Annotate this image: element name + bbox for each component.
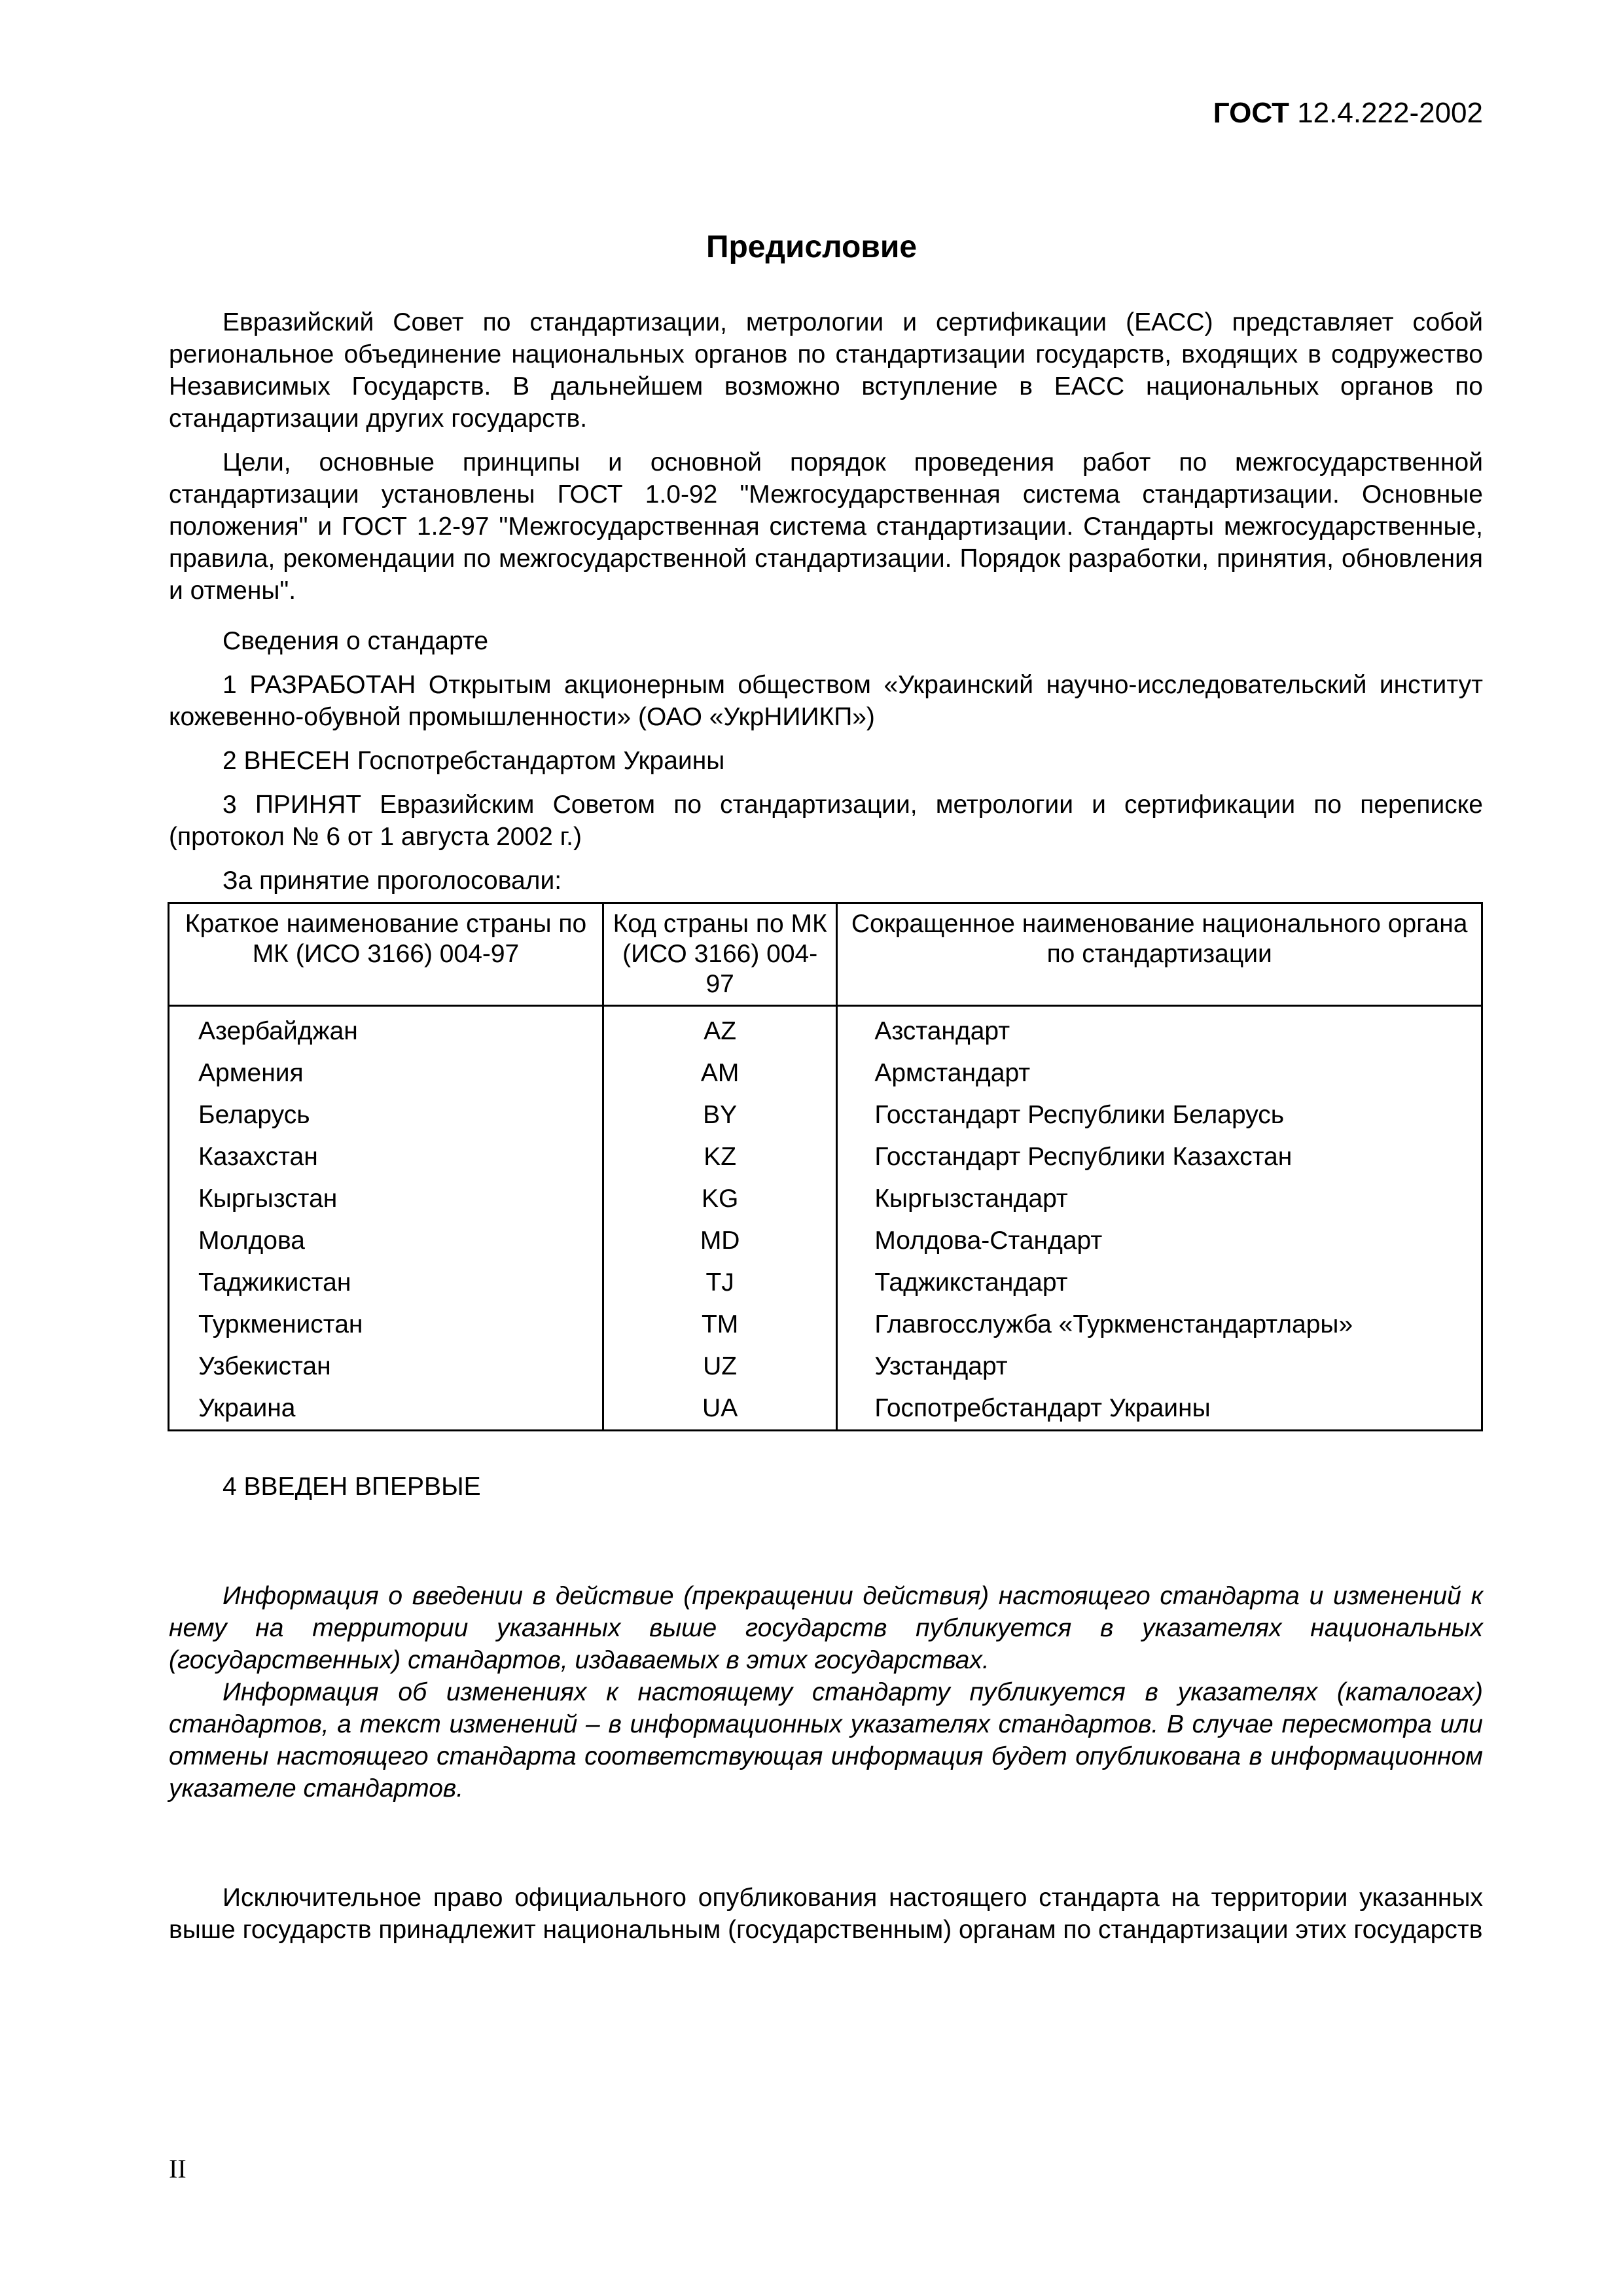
- info-changes: Информация об изменениях к настоящему стандарту публикуется в указателях (каталогах) стандартов, а текст изменений – в информационных указателях стандартов. В случае пересмотра или отмены настоящего стандарта соответствующая информация будет опубликована в информационном указателе стандартов.: [169, 1678, 1483, 1803]
- country-code: BY: [603, 1094, 836, 1136]
- standards-body: Молдова-Стандарт: [837, 1220, 1482, 1262]
- country-code: TM: [603, 1304, 836, 1346]
- country-name: Беларусь: [169, 1094, 603, 1136]
- country-name: Узбекистан: [169, 1346, 603, 1388]
- table-row: [169, 1094, 1482, 1136]
- standards-body: Узстандарт: [837, 1346, 1482, 1388]
- voting-table: [168, 902, 1483, 1431]
- paragraph-goals: Цели, основные принципы и основной порядок проведения работ по межгосударственной стандартизации установлены ГОСТ 1.0-92 "Межгосударственная система стандартизации. Основные положения" и ГОСТ 1.2-97 "Межгосударственная система стандартизации. Стандарты межгосударственные, правила, рекомендации по межгосударственной стандартизации. Порядок разработки, принятия, обновления и отмены".: [169, 448, 1483, 605]
- country-code: KZ: [603, 1136, 836, 1178]
- item-developed: 1 РАЗРАБОТАН Открытым акционерным обществом «Украинский научно-исследовательский институт кожевенно-обувной промышленности» (ОАО «УкрНИИКП»): [169, 671, 1483, 731]
- table-header-row: [169, 903, 1482, 1006]
- country-name: Кыргызстан: [169, 1178, 603, 1220]
- table-row: [169, 1178, 1482, 1220]
- item-introduced: 2 ВНЕСЕН Госпотребстандартом Украины: [223, 747, 725, 775]
- item-adopted: 3 ПРИНЯТ Евразийским Советом по стандартизации, метрологии и сертификации по переписке (протокол № 6 от 1 августа 2002 г.): [169, 791, 1483, 851]
- voted-label: За принятие проголосовали:: [223, 867, 562, 895]
- table-row: [169, 1346, 1482, 1388]
- exclusive-rights: Исключительное право официального опубликования настоящего стандарта на территории указанных выше государств принадлежит национальным (государственным) органам по стандартизации этих государств: [169, 1884, 1483, 1944]
- table-row: [169, 1304, 1482, 1346]
- page-number: II: [169, 2154, 187, 2183]
- country-name: Украина: [169, 1388, 603, 1431]
- table-row: [169, 1136, 1482, 1178]
- standards-body: Главгосслужба «Туркменстандартлары»: [837, 1304, 1482, 1346]
- country-code: UA: [603, 1388, 836, 1431]
- country-code: MD: [603, 1220, 836, 1262]
- paragraph-eass: Евразийский Совет по стандартизации, метрологии и сертификации (ЕАСС) представляет собой региональное объединение национальных органов по стандартизации государств, входящих в содружество Независимых Государств. В дальнейшем возможно вступление в ЕАСС национальных органов по стандартизации других государств.: [169, 308, 1483, 433]
- standards-body: Госпотребстандарт Украины: [837, 1388, 1482, 1431]
- table-row: [169, 1262, 1482, 1304]
- country-code: AM: [603, 1052, 836, 1094]
- table-header-country: Краткое наименование страны по МК (ИСО 3166) 004-97: [169, 903, 603, 1006]
- table-row: [169, 1052, 1482, 1094]
- country-code: KG: [603, 1178, 836, 1220]
- table-row: [169, 1220, 1482, 1262]
- standards-body: Таджикстандарт: [837, 1262, 1482, 1304]
- info-effective: Информация о введении в действие (прекращении действия) настоящего стандарта и изменений к нему на территории указанных выше государств публикуется в указателях национальных (государственных) стандартов, издаваемых в этих государствах.: [169, 1582, 1483, 1674]
- header-number: 12.4.222-2002: [1297, 97, 1483, 129]
- table-row: [169, 1388, 1482, 1431]
- country-code: TJ: [603, 1262, 836, 1304]
- country-name: Таджикистан: [169, 1262, 603, 1304]
- country-code: AZ: [603, 1006, 836, 1053]
- document-header: [1213, 97, 1483, 130]
- standards-body: Армстандарт: [837, 1052, 1482, 1094]
- country-name: Туркменистан: [169, 1304, 603, 1346]
- country-name: Молдова: [169, 1220, 603, 1262]
- header-prefix: ГОСТ: [1213, 97, 1289, 129]
- table-header-body: Сокращенное наименование национального органа по стандартизации: [837, 903, 1482, 1006]
- info-heading: Сведения о стандарте: [223, 627, 489, 655]
- standards-body: Азстандарт: [837, 1006, 1482, 1053]
- document-body: [169, 306, 1483, 1958]
- country-name: Армения: [169, 1052, 603, 1094]
- table-header-code: Код страны по МК (ИСО 3166) 004-97: [603, 903, 836, 1006]
- standards-body: Кыргызстандарт: [837, 1178, 1482, 1220]
- page-title: Предисловие: [705, 230, 918, 264]
- item-first-introduced: 4 ВВЕДЕН ВПЕРВЫЕ: [223, 1473, 481, 1501]
- country-name: Азербайджан: [169, 1006, 603, 1053]
- country-code: UZ: [603, 1346, 836, 1388]
- country-name: Казахстан: [169, 1136, 603, 1178]
- table-row: [169, 1006, 1482, 1053]
- standards-body: Госстандарт Республики Казахстан: [837, 1136, 1482, 1178]
- standards-body: Госстандарт Республики Беларусь: [837, 1094, 1482, 1136]
